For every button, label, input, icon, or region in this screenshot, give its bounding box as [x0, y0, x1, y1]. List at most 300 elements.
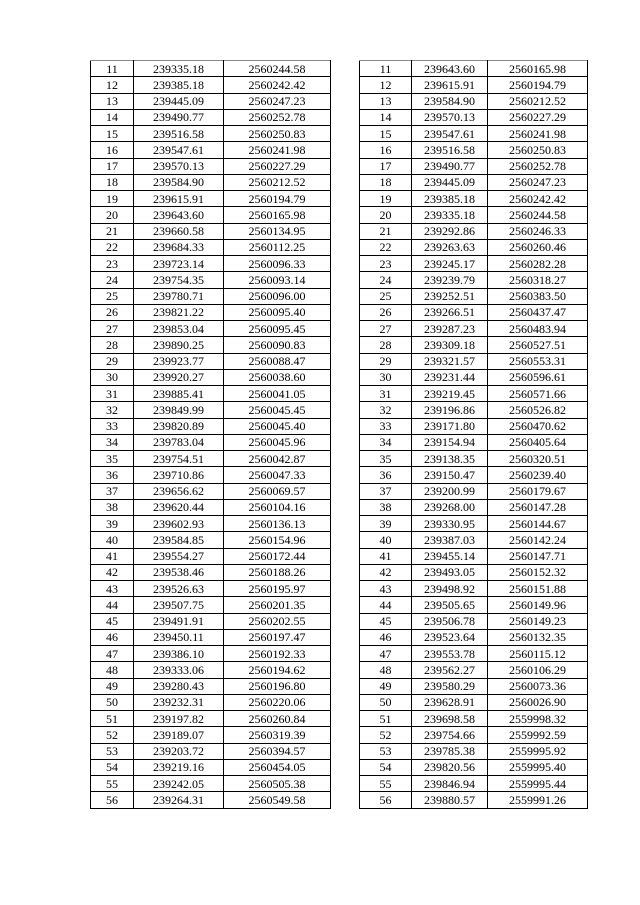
x-coordinate-cell: 239584.90 [134, 174, 224, 190]
point-number-cell: 49 [91, 678, 134, 694]
point-number-cell: 49 [360, 678, 412, 694]
point-number-cell: 44 [360, 597, 412, 613]
y-coordinate-cell: 2560260.46 [488, 239, 588, 255]
x-coordinate-cell: 239309.18 [412, 337, 488, 353]
table-row [360, 564, 588, 580]
x-coordinate-cell: 239335.18 [134, 61, 224, 77]
table-row [91, 727, 331, 743]
y-coordinate-cell: 2560241.98 [224, 142, 331, 158]
point-number-cell: 11 [91, 61, 134, 77]
table-row [360, 646, 588, 662]
table-row [91, 288, 331, 304]
x-coordinate-cell: 239780.71 [134, 288, 224, 304]
table-row [91, 353, 331, 369]
table-row [360, 451, 588, 467]
y-coordinate-cell: 2560095.40 [224, 304, 331, 320]
x-coordinate-cell: 239154.94 [412, 434, 488, 450]
x-coordinate-cell: 239239.79 [412, 272, 488, 288]
x-coordinate-cell: 239292.86 [412, 223, 488, 239]
x-coordinate-cell: 239507.75 [134, 597, 224, 613]
point-number-cell: 17 [360, 158, 412, 174]
table-row [360, 386, 588, 402]
x-coordinate-cell: 239554.27 [134, 548, 224, 564]
table-row [91, 402, 331, 418]
y-coordinate-cell: 2560038.60 [224, 369, 331, 385]
table-row [91, 467, 331, 483]
table-row [360, 402, 588, 418]
point-number-cell: 52 [360, 727, 412, 743]
table-row [360, 142, 588, 158]
table-row [91, 759, 331, 775]
table-row [91, 613, 331, 629]
point-number-cell: 51 [91, 711, 134, 727]
table-row [91, 174, 331, 190]
table-row [91, 597, 331, 613]
y-coordinate-cell: 2560196.80 [224, 678, 331, 694]
point-number-cell: 31 [91, 386, 134, 402]
x-coordinate-cell: 239385.18 [412, 191, 488, 207]
x-coordinate-cell: 239252.51 [412, 288, 488, 304]
point-number-cell: 30 [91, 369, 134, 385]
point-number-cell: 30 [360, 369, 412, 385]
y-coordinate-cell: 2560282.28 [488, 256, 588, 272]
x-coordinate-cell: 239268.00 [412, 499, 488, 515]
x-coordinate-cell: 239150.47 [412, 467, 488, 483]
y-coordinate-cell: 2560437.47 [488, 304, 588, 320]
y-coordinate-cell: 2560096.00 [224, 288, 331, 304]
table-row [91, 93, 331, 109]
y-coordinate-cell: 2559998.32 [488, 711, 588, 727]
y-coordinate-cell: 2560149.23 [488, 613, 588, 629]
table-row [91, 418, 331, 434]
y-coordinate-cell: 2560239.40 [488, 467, 588, 483]
y-coordinate-cell: 2560194.79 [488, 77, 588, 93]
point-number-cell: 17 [91, 158, 134, 174]
point-number-cell: 55 [360, 776, 412, 792]
x-coordinate-cell: 239547.61 [412, 126, 488, 142]
table-row [360, 727, 588, 743]
y-coordinate-cell: 2560096.33 [224, 256, 331, 272]
x-coordinate-cell: 239547.61 [134, 142, 224, 158]
table-row [360, 597, 588, 613]
point-number-cell: 39 [360, 516, 412, 532]
point-number-cell: 15 [360, 126, 412, 142]
x-coordinate-cell: 239196.86 [412, 402, 488, 418]
point-number-cell: 44 [91, 597, 134, 613]
point-number-cell: 42 [360, 564, 412, 580]
y-coordinate-cell: 2560093.14 [224, 272, 331, 288]
y-coordinate-cell: 2559995.92 [488, 743, 588, 759]
point-number-cell: 13 [91, 93, 134, 109]
table-row [91, 386, 331, 402]
x-coordinate-cell: 239643.60 [134, 207, 224, 223]
x-coordinate-cell: 239570.13 [412, 109, 488, 125]
point-number-cell: 56 [91, 792, 134, 808]
x-coordinate-cell: 239526.63 [134, 581, 224, 597]
y-coordinate-cell: 2560596.61 [488, 369, 588, 385]
y-coordinate-cell: 2559995.40 [488, 759, 588, 775]
table-row [360, 174, 588, 190]
x-coordinate-cell: 239853.04 [134, 321, 224, 337]
y-coordinate-cell: 2560549.58 [224, 792, 331, 808]
table-row [360, 77, 588, 93]
y-coordinate-cell: 2560246.33 [488, 223, 588, 239]
y-coordinate-cell: 2560172.44 [224, 548, 331, 564]
y-coordinate-cell: 2560047.33 [224, 467, 331, 483]
point-number-cell: 26 [360, 304, 412, 320]
table-row [360, 434, 588, 450]
y-coordinate-cell: 2560151.88 [488, 581, 588, 597]
table-row [360, 499, 588, 515]
x-coordinate-cell: 239386.10 [134, 646, 224, 662]
x-coordinate-cell: 239219.45 [412, 386, 488, 402]
point-number-cell: 53 [360, 743, 412, 759]
table-row [91, 678, 331, 694]
table-row [91, 792, 331, 808]
y-coordinate-cell: 2560571.66 [488, 386, 588, 402]
point-number-cell: 34 [360, 434, 412, 450]
y-coordinate-cell: 2559992.59 [488, 727, 588, 743]
x-coordinate-cell: 239287.23 [412, 321, 488, 337]
table-row [360, 467, 588, 483]
y-coordinate-cell: 2560319.39 [224, 727, 331, 743]
x-coordinate-cell: 239754.66 [412, 727, 488, 743]
x-coordinate-cell: 239923.77 [134, 353, 224, 369]
table-row [360, 256, 588, 272]
y-coordinate-cell: 2560383.50 [488, 288, 588, 304]
point-number-cell: 19 [360, 191, 412, 207]
y-coordinate-cell: 2560505.38 [224, 776, 331, 792]
point-number-cell: 28 [91, 337, 134, 353]
x-coordinate-cell: 239385.18 [134, 77, 224, 93]
table-row [91, 158, 331, 174]
y-coordinate-cell: 2560244.58 [224, 61, 331, 77]
table-row [360, 516, 588, 532]
x-coordinate-cell: 239885.41 [134, 386, 224, 402]
y-coordinate-cell: 2560250.83 [488, 142, 588, 158]
point-number-cell: 22 [360, 239, 412, 255]
point-number-cell: 27 [360, 321, 412, 337]
x-coordinate-cell: 239846.94 [412, 776, 488, 792]
x-coordinate-cell: 239450.11 [134, 629, 224, 645]
x-coordinate-cell: 239219.16 [134, 759, 224, 775]
y-coordinate-cell: 2560136.13 [224, 516, 331, 532]
y-coordinate-cell: 2560165.98 [224, 207, 331, 223]
x-coordinate-cell: 239171.80 [412, 418, 488, 434]
table-row [360, 191, 588, 207]
y-coordinate-cell: 2560202.55 [224, 613, 331, 629]
table-row [360, 711, 588, 727]
y-coordinate-cell: 2559991.26 [488, 792, 588, 808]
table-row [360, 207, 588, 223]
point-number-cell: 50 [91, 694, 134, 710]
x-coordinate-cell: 239498.92 [412, 581, 488, 597]
y-coordinate-cell: 2560394.57 [224, 743, 331, 759]
table-row [360, 93, 588, 109]
point-number-cell: 28 [360, 337, 412, 353]
y-coordinate-cell: 2560106.29 [488, 662, 588, 678]
x-coordinate-cell: 239232.31 [134, 694, 224, 710]
table-row [360, 369, 588, 385]
x-coordinate-cell: 239266.51 [412, 304, 488, 320]
x-coordinate-cell: 239754.35 [134, 272, 224, 288]
y-coordinate-cell: 2560201.35 [224, 597, 331, 613]
point-number-cell: 34 [91, 434, 134, 450]
table-row [91, 304, 331, 320]
point-number-cell: 14 [360, 109, 412, 125]
point-number-cell: 32 [91, 402, 134, 418]
point-number-cell: 16 [360, 142, 412, 158]
point-number-cell: 22 [91, 239, 134, 255]
point-number-cell: 53 [91, 743, 134, 759]
y-coordinate-cell: 2560244.58 [488, 207, 588, 223]
y-coordinate-cell: 2560142.24 [488, 532, 588, 548]
x-coordinate-cell: 239263.63 [412, 239, 488, 255]
table-row [360, 548, 588, 564]
y-coordinate-cell: 2560242.42 [224, 77, 331, 93]
x-coordinate-cell: 239516.58 [134, 126, 224, 142]
x-coordinate-cell: 239200.99 [412, 483, 488, 499]
point-number-cell: 56 [360, 792, 412, 808]
table-row [91, 369, 331, 385]
x-coordinate-cell: 239505.65 [412, 597, 488, 613]
point-number-cell: 38 [91, 499, 134, 515]
point-number-cell: 40 [360, 532, 412, 548]
y-coordinate-cell: 2560149.96 [488, 597, 588, 613]
y-coordinate-cell: 2560041.05 [224, 386, 331, 402]
x-coordinate-cell: 239602.93 [134, 516, 224, 532]
point-number-cell: 47 [91, 646, 134, 662]
table-row [360, 662, 588, 678]
table-row [360, 353, 588, 369]
table-row [91, 434, 331, 450]
point-number-cell: 42 [91, 564, 134, 580]
y-coordinate-cell: 2560165.98 [488, 61, 588, 77]
y-coordinate-cell: 2560188.26 [224, 564, 331, 580]
point-number-cell: 54 [360, 759, 412, 775]
y-coordinate-cell: 2560045.40 [224, 418, 331, 434]
y-coordinate-cell: 2560147.28 [488, 499, 588, 515]
x-coordinate-cell: 239491.91 [134, 613, 224, 629]
y-coordinate-cell: 2560405.64 [488, 434, 588, 450]
y-coordinate-cell: 2560527.51 [488, 337, 588, 353]
x-coordinate-cell: 239849.99 [134, 402, 224, 418]
table-row [360, 629, 588, 645]
table-row [91, 694, 331, 710]
x-coordinate-cell: 239445.09 [412, 174, 488, 190]
table-row [360, 776, 588, 792]
x-coordinate-cell: 239820.89 [134, 418, 224, 434]
point-number-cell: 39 [91, 516, 134, 532]
point-number-cell: 21 [360, 223, 412, 239]
y-coordinate-cell: 2560212.52 [224, 174, 331, 190]
point-number-cell: 46 [360, 629, 412, 645]
x-coordinate-cell: 239821.22 [134, 304, 224, 320]
table-row [91, 776, 331, 792]
point-number-cell: 24 [91, 272, 134, 288]
x-coordinate-cell: 239562.27 [412, 662, 488, 678]
table-row [91, 109, 331, 125]
y-coordinate-cell: 2560227.29 [488, 109, 588, 125]
point-number-cell: 20 [91, 207, 134, 223]
point-number-cell: 47 [360, 646, 412, 662]
table-row [91, 239, 331, 255]
y-coordinate-cell: 2560241.98 [488, 126, 588, 142]
x-coordinate-cell: 239333.06 [134, 662, 224, 678]
y-coordinate-cell: 2560220.06 [224, 694, 331, 710]
x-coordinate-cell: 239330.95 [412, 516, 488, 532]
point-number-cell: 12 [360, 77, 412, 93]
x-coordinate-cell: 239455.14 [412, 548, 488, 564]
table-row [91, 646, 331, 662]
point-number-cell: 13 [360, 93, 412, 109]
table-row [91, 581, 331, 597]
table-row [91, 662, 331, 678]
point-number-cell: 11 [360, 61, 412, 77]
table-row [360, 792, 588, 808]
point-number-cell: 16 [91, 142, 134, 158]
table-row [91, 564, 331, 580]
x-coordinate-cell: 239660.58 [134, 223, 224, 239]
y-coordinate-cell: 2560260.84 [224, 711, 331, 727]
y-coordinate-cell: 2560318.27 [488, 272, 588, 288]
table-row [91, 272, 331, 288]
y-coordinate-cell: 2560470.62 [488, 418, 588, 434]
y-coordinate-cell: 2560194.62 [224, 662, 331, 678]
y-coordinate-cell: 2560045.96 [224, 434, 331, 450]
x-coordinate-cell: 239785.38 [412, 743, 488, 759]
table-row [360, 158, 588, 174]
x-coordinate-cell: 239710.86 [134, 467, 224, 483]
table-row [91, 451, 331, 467]
point-number-cell: 19 [91, 191, 134, 207]
x-coordinate-cell: 239490.77 [134, 109, 224, 125]
point-number-cell: 20 [360, 207, 412, 223]
table-row [360, 532, 588, 548]
y-coordinate-cell: 2560526.82 [488, 402, 588, 418]
point-number-cell: 37 [360, 483, 412, 499]
x-coordinate-cell: 239698.58 [412, 711, 488, 727]
x-coordinate-cell: 239242.05 [134, 776, 224, 792]
y-coordinate-cell: 2560194.79 [224, 191, 331, 207]
x-coordinate-cell: 239783.04 [134, 434, 224, 450]
y-coordinate-cell: 2560212.52 [488, 93, 588, 109]
y-coordinate-cell: 2560252.78 [224, 109, 331, 125]
table-row [91, 629, 331, 645]
x-coordinate-cell: 239189.07 [134, 727, 224, 743]
table-row [360, 239, 588, 255]
point-number-cell: 26 [91, 304, 134, 320]
point-number-cell: 35 [91, 451, 134, 467]
point-number-cell: 41 [360, 548, 412, 564]
table-row [360, 321, 588, 337]
x-coordinate-cell: 239920.27 [134, 369, 224, 385]
point-number-cell: 25 [91, 288, 134, 304]
table-row [360, 483, 588, 499]
x-coordinate-cell: 239656.62 [134, 483, 224, 499]
point-number-cell: 54 [91, 759, 134, 775]
table-row [360, 581, 588, 597]
x-coordinate-cell: 239493.05 [412, 564, 488, 580]
x-coordinate-cell: 239584.90 [412, 93, 488, 109]
table-row [360, 304, 588, 320]
x-coordinate-cell: 239264.31 [134, 792, 224, 808]
point-number-cell: 21 [91, 223, 134, 239]
x-coordinate-cell: 239516.58 [412, 142, 488, 158]
x-coordinate-cell: 239280.43 [134, 678, 224, 694]
y-coordinate-cell: 2560073.36 [488, 678, 588, 694]
x-coordinate-cell: 239820.56 [412, 759, 488, 775]
table-row [91, 483, 331, 499]
point-number-cell: 40 [91, 532, 134, 548]
point-number-cell: 36 [91, 467, 134, 483]
table-row [91, 207, 331, 223]
table-row [360, 613, 588, 629]
x-coordinate-cell: 239231.44 [412, 369, 488, 385]
y-coordinate-cell: 2560483.94 [488, 321, 588, 337]
y-coordinate-cell: 2560179.67 [488, 483, 588, 499]
point-number-cell: 29 [360, 353, 412, 369]
y-coordinate-cell: 2560026.90 [488, 694, 588, 710]
y-coordinate-cell: 2560252.78 [488, 158, 588, 174]
x-coordinate-cell: 239754.51 [134, 451, 224, 467]
point-number-cell: 41 [91, 548, 134, 564]
point-number-cell: 33 [91, 418, 134, 434]
table-row [360, 678, 588, 694]
table-row [360, 223, 588, 239]
table-row [360, 288, 588, 304]
x-coordinate-cell: 239538.46 [134, 564, 224, 580]
point-number-cell: 32 [360, 402, 412, 418]
y-coordinate-cell: 2560227.29 [224, 158, 331, 174]
y-coordinate-cell: 2560147.71 [488, 548, 588, 564]
table-row [91, 142, 331, 158]
x-coordinate-cell: 239570.13 [134, 158, 224, 174]
point-number-cell: 50 [360, 694, 412, 710]
table-row [360, 126, 588, 142]
point-number-cell: 29 [91, 353, 134, 369]
point-number-cell: 23 [360, 256, 412, 272]
x-coordinate-cell: 239880.57 [412, 792, 488, 808]
table-row [91, 337, 331, 353]
y-coordinate-cell: 2560195.97 [224, 581, 331, 597]
table-row [91, 516, 331, 532]
point-number-cell: 33 [360, 418, 412, 434]
point-number-cell: 45 [91, 613, 134, 629]
x-coordinate-cell: 239387.03 [412, 532, 488, 548]
y-coordinate-cell: 2560115.12 [488, 646, 588, 662]
x-coordinate-cell: 239321.57 [412, 353, 488, 369]
y-coordinate-cell: 2560197.47 [224, 629, 331, 645]
y-coordinate-cell: 2560247.23 [224, 93, 331, 109]
table-row [360, 759, 588, 775]
point-number-cell: 23 [91, 256, 134, 272]
point-number-cell: 36 [360, 467, 412, 483]
point-number-cell: 43 [91, 581, 134, 597]
table-row [91, 743, 331, 759]
table-row [91, 61, 331, 77]
point-number-cell: 55 [91, 776, 134, 792]
x-coordinate-cell: 239684.33 [134, 239, 224, 255]
table-row [360, 61, 588, 77]
x-coordinate-cell: 239523.64 [412, 629, 488, 645]
table-row [360, 109, 588, 125]
table-row [91, 256, 331, 272]
y-coordinate-cell: 2560045.45 [224, 402, 331, 418]
point-number-cell: 18 [91, 174, 134, 190]
x-coordinate-cell: 239584.85 [134, 532, 224, 548]
x-coordinate-cell: 239615.91 [412, 77, 488, 93]
